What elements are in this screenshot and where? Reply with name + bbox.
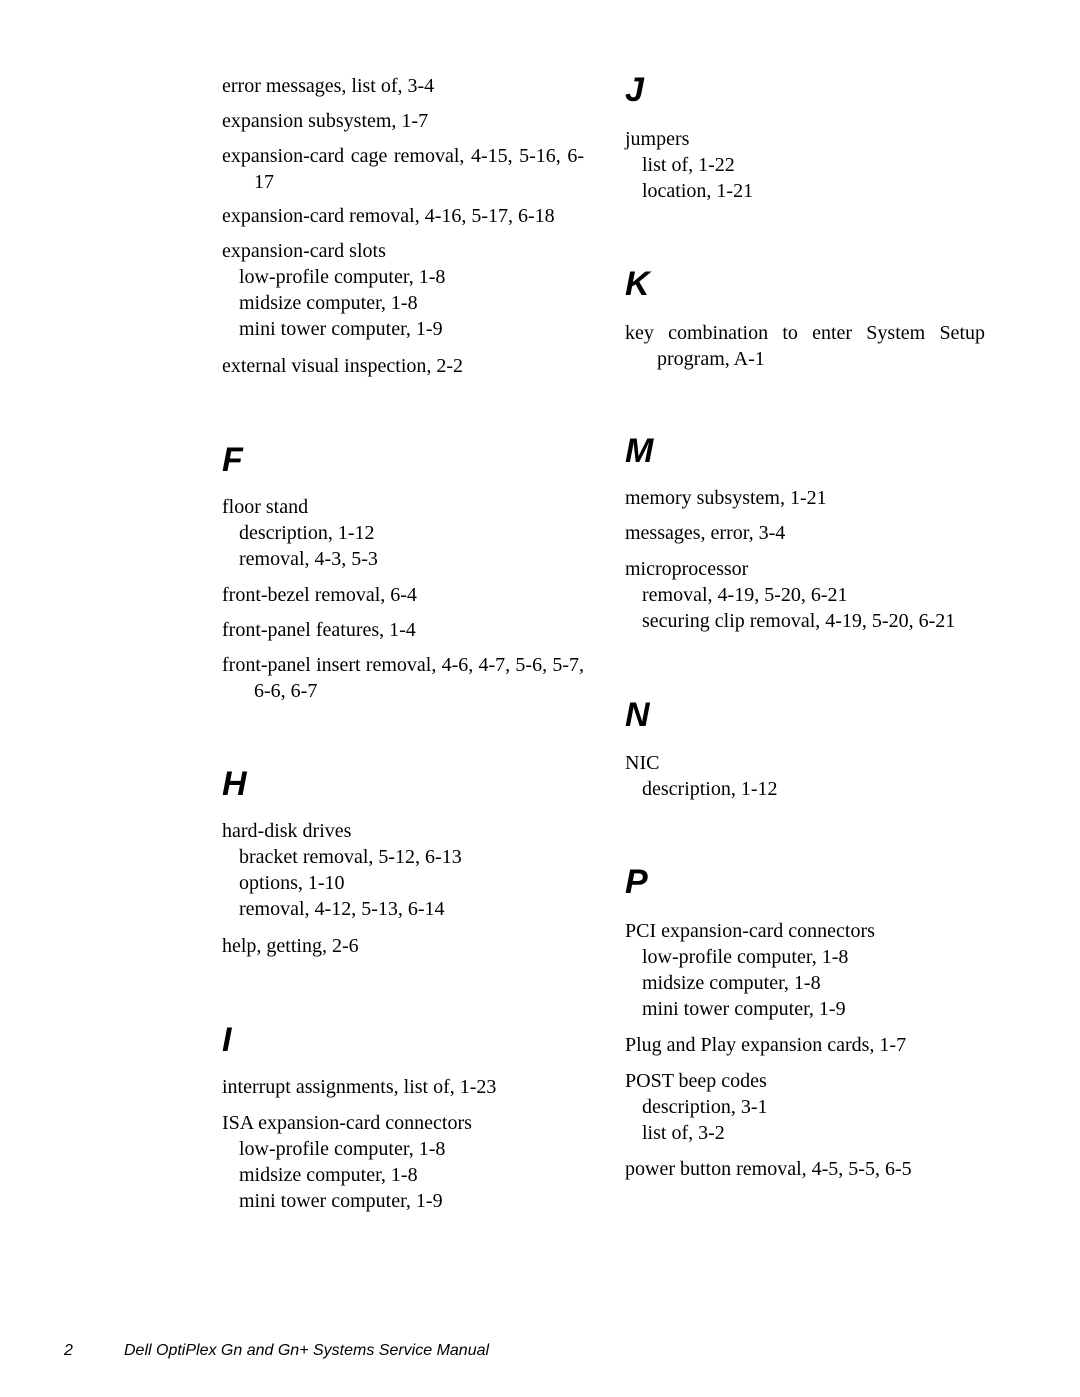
index-entry bbox=[222, 818, 584, 922]
index-entry-main: jumpers bbox=[625, 128, 690, 150]
index-subentry: midsize computer, 1-8 bbox=[642, 972, 821, 994]
index-entry-main: error messages, list of, 3-4 bbox=[222, 75, 435, 97]
index-entry bbox=[222, 108, 584, 134]
index-subentry: description, 1-12 bbox=[239, 522, 375, 544]
section-heading-h: H bbox=[222, 765, 247, 803]
index-subentry: removal, 4-12, 5-13, 6-14 bbox=[239, 898, 445, 920]
index-entry bbox=[625, 1156, 985, 1182]
index-entry-main: expansion-card cage removal, 4-15, 5-16, 6-17 bbox=[222, 145, 584, 193]
index-entry-main: interrupt assignments, list of, 1-23 bbox=[222, 1076, 497, 1098]
section-heading-f: F bbox=[222, 441, 243, 479]
index-subentry: removal, 4-3, 5-3 bbox=[239, 548, 378, 570]
index-subentry: low-profile computer, 1-8 bbox=[239, 1138, 446, 1160]
index-entry bbox=[625, 1032, 985, 1058]
index-subentry: location, 1-21 bbox=[642, 180, 754, 202]
index-entry-main: PCI expansion-card connectors bbox=[625, 920, 875, 942]
index-subentry: options, 1-10 bbox=[239, 872, 345, 894]
index-entry bbox=[222, 73, 584, 99]
index-entry bbox=[222, 143, 584, 195]
index-entry bbox=[625, 918, 985, 1022]
index-entry bbox=[625, 750, 985, 802]
index-entry bbox=[222, 582, 584, 608]
index-entry bbox=[222, 1110, 584, 1214]
index-entry-main: POST beep codes bbox=[625, 1070, 767, 1092]
index-entry-main: key combination to enter System Setup program, A-1 bbox=[625, 322, 985, 370]
index-entry bbox=[625, 320, 985, 372]
index-entry bbox=[222, 494, 584, 572]
index-entry-main: floor stand bbox=[222, 496, 309, 518]
index-entry-main: hard-disk drives bbox=[222, 820, 352, 842]
index-subentry: bracket removal, 5-12, 6-13 bbox=[239, 846, 462, 868]
index-subentry: description, 1-12 bbox=[642, 778, 778, 800]
index-entry-main: messages, error, 3-4 bbox=[625, 522, 786, 544]
page-footer bbox=[64, 1340, 489, 1362]
index-subentry: low-profile computer, 1-8 bbox=[642, 946, 849, 968]
index-entry-main: expansion-card removal, 4-16, 5-17, 6-18 bbox=[222, 205, 555, 227]
index-entry-main: expansion-card slots bbox=[222, 240, 386, 262]
index-entry-main: power button removal, 4-5, 5-5, 6-5 bbox=[625, 1158, 912, 1180]
section-heading-m: M bbox=[625, 432, 654, 470]
section-heading-i: I bbox=[222, 1021, 232, 1059]
index-entry bbox=[625, 556, 985, 634]
index-entry-main: ISA expansion-card connectors bbox=[222, 1112, 472, 1134]
section-heading-k: K bbox=[625, 265, 650, 303]
section-heading-j: J bbox=[625, 71, 644, 109]
index-subentry: mini tower computer, 1-9 bbox=[642, 998, 846, 1020]
index-subentry: removal, 4-19, 5-20, 6-21 bbox=[642, 584, 848, 606]
index-entry bbox=[222, 933, 584, 959]
index-subentry: list of, 3-2 bbox=[642, 1122, 725, 1144]
index-entry-main: front-panel insert removal, 4-6, 4-7, 5-6, 5-7, 6-6, 6-7 bbox=[222, 654, 584, 702]
index-entry bbox=[222, 652, 584, 704]
index-entry-main: Plug and Play expansion cards, 1-7 bbox=[625, 1034, 907, 1056]
index-subentry: list of, 1-22 bbox=[642, 154, 735, 176]
section-heading-p: P bbox=[625, 863, 648, 901]
index-entry bbox=[625, 126, 985, 204]
index-subentry: midsize computer, 1-8 bbox=[239, 1164, 418, 1186]
index-entry bbox=[625, 1068, 985, 1146]
index-entry-main: front-panel features, 1-4 bbox=[222, 619, 416, 641]
index-entry-main: microprocessor bbox=[625, 558, 749, 580]
index-entry bbox=[222, 617, 584, 643]
index-entry-main: expansion subsystem, 1-7 bbox=[222, 110, 429, 132]
index-subentry: low-profile computer, 1-8 bbox=[239, 266, 446, 288]
index-entry bbox=[222, 1074, 584, 1100]
page-number: 2 bbox=[64, 1342, 73, 1359]
index-entry-main: external visual inspection, 2-2 bbox=[222, 355, 464, 377]
index-entry-main: help, getting, 2-6 bbox=[222, 935, 359, 957]
index-entry bbox=[222, 203, 584, 229]
manual-title: Dell OptiPlex Gn and Gn+ Systems Service Manual bbox=[124, 1342, 490, 1359]
index-entry bbox=[222, 353, 584, 379]
index-entry bbox=[625, 520, 985, 546]
section-heading-n: N bbox=[625, 696, 650, 734]
index-entry bbox=[625, 485, 985, 511]
index-entry bbox=[222, 238, 584, 342]
index-subentry: mini tower computer, 1-9 bbox=[239, 1190, 443, 1212]
index-subentry: mini tower computer, 1-9 bbox=[239, 318, 443, 340]
index-subentry: description, 3-1 bbox=[642, 1096, 768, 1118]
index-entry-main: memory subsystem, 1-21 bbox=[625, 487, 827, 509]
index-entry-main: NIC bbox=[625, 752, 660, 774]
index-subentry: securing clip removal, 4-19, 5-20, 6-21 bbox=[642, 610, 956, 632]
index-entry-main: front-bezel removal, 6-4 bbox=[222, 584, 417, 606]
index-subentry: midsize computer, 1-8 bbox=[239, 292, 418, 314]
